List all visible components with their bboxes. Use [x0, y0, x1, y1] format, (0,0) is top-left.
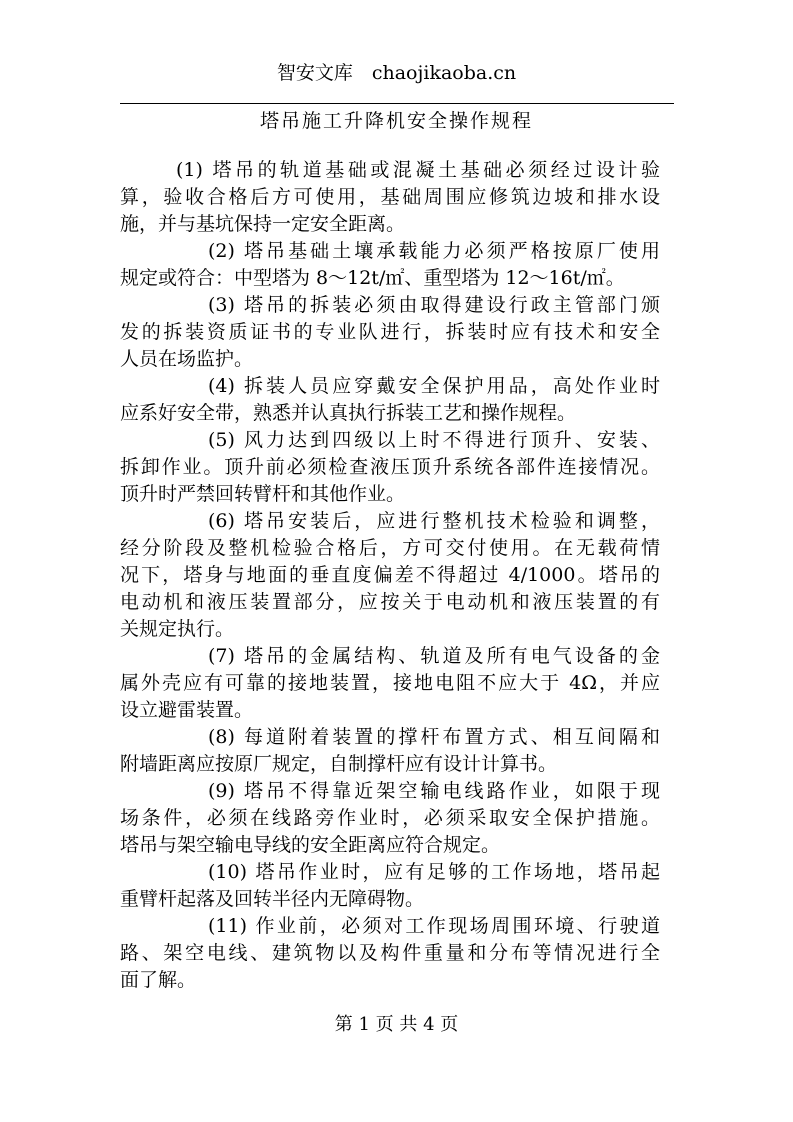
text-line: (5) 风力达到四级以上时不得进行顶升、安装、 — [208, 429, 660, 451]
clause-paragraph — [120, 373, 660, 427]
text-line: 经分阶段及整机检验合格后，方可交付使用。在无载荷情 — [120, 537, 660, 559]
text-line: (4) 拆装人员应穿戴安全保护用品，高处作业时 — [208, 375, 660, 397]
text-line: (3) 塔吊的拆装必须由取得建设行政主管部门颁 — [208, 294, 660, 316]
text-line: (11) 作业前，必须对工作现场周围环境、行驶道 — [208, 915, 660, 937]
clause-paragraph — [120, 724, 660, 778]
document-body — [120, 157, 660, 994]
text-line: (1) 塔吊的轨道基础或混凝土基础必须经过设计验 — [176, 159, 660, 181]
text-line: 应系好安全带，熟悉并认真执行拆装工艺和操作规程。 — [120, 402, 577, 424]
text-line: 路、架空电线、建筑物以及构件重量和分布等情况进行全 — [120, 942, 660, 964]
text-line: 人员在场监护。 — [120, 348, 254, 370]
text-line: (7) 塔吊的金属结构、轨道及所有电气设备的金 — [208, 645, 660, 667]
document-title: 塔吊施工升降机安全操作规程 — [259, 110, 533, 132]
text-line: 发的拆装资质证书的专业队进行，拆装时应有技术和安全 — [120, 321, 660, 343]
text-line: 属外壳应有可靠的接地装置，接地电阻不应大于 4Ω，并应 — [120, 672, 660, 694]
clause-paragraph — [120, 859, 660, 913]
text-line: (10) 塔吊作业时，应有足够的工作场地，塔吊起 — [208, 861, 660, 883]
text-line: (2) 塔吊基础土壤承载能力必须严格按原厂使用 — [208, 240, 660, 262]
text-line: 电动机和液压装置部分，应按关于电动机和液压装置的有 — [120, 591, 660, 613]
clause-paragraph — [120, 913, 660, 994]
text-line: (8) 每道附着装置的撑杆布置方式、相互间隔和 — [208, 726, 660, 748]
clause-paragraph — [120, 778, 660, 859]
clause-paragraph — [120, 427, 660, 508]
text-line: (6) 塔吊安装后，应进行整机技术检验和调整， — [208, 510, 660, 532]
text-line: 面了解。 — [120, 969, 197, 991]
clause-paragraph — [120, 643, 660, 724]
text-line: 算，验收合格后方可使用，基础周围应修筑边坡和排水设 — [120, 186, 660, 208]
text-line: 施，并与基坑保持一定安全距离。 — [120, 213, 406, 235]
page-footer: 第 1 页 共 4 页 — [334, 1014, 459, 1035]
header-divider — [120, 103, 674, 104]
clause-paragraph — [120, 238, 660, 292]
text-line: 规定或符合：中型塔为 8～12t/㎡、重型塔为 12～16t/㎡。 — [120, 267, 625, 289]
text-line: (9) 塔吊不得靠近架空输电线路作业，如限于现 — [208, 780, 660, 802]
text-line: 重臂杆起落及回转半径内无障碍物。 — [120, 888, 425, 910]
text-line: 塔吊与架空输电导线的安全距离应符合规定。 — [120, 834, 501, 856]
page-header-site: 智安文库 chaojikaoba.cn — [276, 62, 517, 84]
text-line: 附墙距离应按原厂规定，自制撑杆应有设计计算书。 — [120, 753, 558, 775]
clause-paragraph — [120, 508, 660, 643]
text-line: 况下，塔身与地面的垂直度偏差不得超过 4/1000。塔吊的 — [120, 564, 660, 586]
text-line: 拆卸作业。顶升前必须检查液压顶升系统各部件连接情况。 — [120, 456, 660, 478]
text-line: 设立避雷装置。 — [120, 699, 254, 721]
clause-paragraph — [120, 157, 660, 238]
text-line: 关规定执行。 — [120, 618, 235, 640]
clause-paragraph — [120, 292, 660, 373]
text-line: 顶升时严禁回转臂杆和其他作业。 — [120, 483, 406, 505]
text-line: 场条件，必须在线路旁作业时，必须采取安全保护措施。 — [120, 807, 660, 829]
